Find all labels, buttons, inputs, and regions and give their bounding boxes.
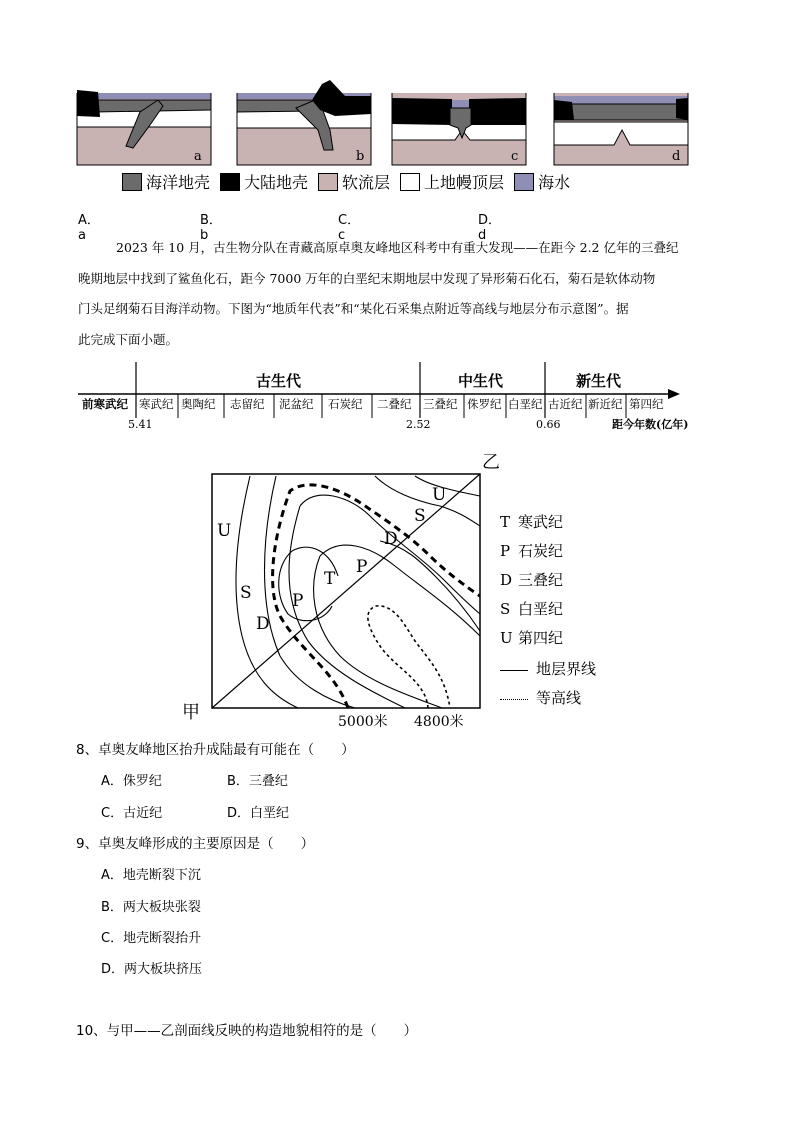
q8-option-b[interactable]: B．三叠纪: [227, 774, 288, 789]
region-u-left: U: [217, 521, 232, 541]
period-paleogene: 古近纪: [548, 397, 583, 411]
period-ordovician: 奥陶纪: [181, 397, 216, 411]
legend-oceanic-crust-label: 海洋地壳: [146, 173, 211, 192]
legend-seawater-swatch: [514, 173, 534, 191]
region-p-left: P: [292, 591, 304, 611]
passage-line-1: 2023 年 10 月，古生物分队在青藏高原卓奥友峰地区科考中有重大发现——在距今 2.2 亿年的三叠纪: [116, 240, 679, 255]
legend-asthenosphere-label: 软流层: [342, 173, 391, 192]
period-triassic: 三叠纪: [423, 397, 458, 411]
region-u-top: U: [432, 485, 447, 505]
plate-panel-c: [392, 93, 526, 165]
panel-c-label: c: [511, 149, 519, 164]
q7-option-d[interactable]: D．d: [478, 213, 502, 243]
q9-option-d[interactable]: D．两大板块挤压: [101, 962, 203, 977]
q9-stem: 9、卓奥友峰形成的主要原因是（ ）: [76, 836, 315, 852]
tick-5-41: 5.41: [128, 418, 153, 431]
plate-panel-a: [77, 90, 211, 165]
plate-panel-b: [237, 80, 371, 165]
q7-option-b[interactable]: B．b: [200, 213, 222, 243]
q9-option-b[interactable]: B．两大板块张裂: [101, 900, 201, 915]
legend-upper-mantle-label: 上地幔顶层: [424, 173, 505, 192]
tick-2-52: 2.52: [406, 418, 431, 431]
region-d-left: D: [256, 614, 270, 634]
contour-label-4800: 4800米: [414, 714, 464, 730]
map-legend-item-u: U 第四纪: [500, 629, 564, 647]
passage: [78, 233, 718, 355]
legend-seawater-label: 海水: [538, 173, 571, 192]
passage-line-3: 门头足纲菊石目海洋动物。下图为“地质年代表”和“某化石采集点附近等高线与地层分布示意图”。据: [78, 301, 629, 316]
panel-a-label: a: [194, 149, 202, 164]
q8-option-c[interactable]: C．古近纪: [101, 806, 163, 821]
era-paleozoic: 古生代: [256, 372, 302, 390]
passage-line-2: 晚期地层中找到了鲨鱼化石，距今 7000 万年的白垩纪末期地层中发现了异形菊石化石，菊石是软体动物: [78, 270, 656, 286]
map-legend-contour: 等高线: [500, 684, 596, 713]
plate-legend-row: [122, 170, 570, 193]
map-legend: [500, 508, 596, 713]
period-carboniferous: 石炭纪: [328, 397, 363, 411]
tick-0-66: 0.66: [536, 418, 561, 431]
map-legend-item-d: D 三叠纪: [500, 571, 564, 589]
period-quaternary: 第四纪: [629, 397, 664, 411]
map-legend-item-t: T 寒武纪: [500, 513, 564, 531]
era-mesozoic: 中生代: [458, 372, 504, 390]
region-p-center: P: [356, 557, 368, 577]
q9-option-c[interactable]: C．地壳断裂抬升: [101, 931, 202, 946]
q10-stem: 10、与甲——乙剖面线反映的构造地貌相符的是（ ）: [76, 1023, 418, 1039]
era-cenozoic: 新生代: [576, 372, 622, 390]
period-neogene: 新近纪: [588, 397, 623, 411]
period-cretaceous: 白垩纪: [508, 397, 543, 411]
region-t: T: [324, 569, 336, 589]
plate-panel-d: [554, 93, 688, 165]
q8-stem: 8、卓奥友峰地区抬升成陆最有可能在（ ）: [76, 742, 355, 758]
period-silurian: 志留纪: [230, 397, 265, 411]
period-devonian: 泥盆纪: [279, 397, 314, 411]
timeline-axis-label: 距今年数(亿年): [612, 418, 689, 431]
q7-option-c[interactable]: C．c: [338, 213, 361, 243]
legend-asthenosphere-swatch: [318, 173, 338, 191]
plate-diagrams: [0, 0, 794, 170]
map-legend-item-s: S 白垩纪: [500, 600, 564, 618]
map-legend-boundary: 地层界线: [500, 655, 596, 684]
legend-continental-crust-swatch: [220, 173, 240, 191]
period-jurassic: 侏罗纪: [467, 397, 502, 411]
panel-b-label: b: [356, 149, 365, 164]
region-d-right: D: [384, 529, 398, 549]
legend-continental-crust-label: 大陆地壳: [244, 173, 309, 192]
legend-upper-mantle-swatch: [400, 173, 420, 191]
region-s-right: S: [414, 506, 426, 526]
precambrian-label: 前寒武纪: [82, 397, 128, 411]
passage-line-4: 此完成下面小题。: [78, 331, 179, 347]
q8-option-d[interactable]: D．白垩纪: [227, 806, 290, 821]
corner-yi: 乙: [482, 452, 500, 473]
q8-option-a[interactable]: A．侏罗纪: [101, 774, 162, 789]
panel-d-label: d: [672, 149, 681, 164]
q9-option-a[interactable]: A．地壳断裂下沉: [101, 868, 201, 883]
geologic-timeline: [78, 360, 718, 440]
map-legend-item-p: P 石炭纪: [500, 542, 564, 560]
contour-label-5000: 5000米: [338, 714, 388, 730]
period-cambrian: 寒武纪: [139, 397, 174, 411]
region-s-left: S: [240, 583, 252, 603]
corner-jia: 甲: [182, 702, 200, 723]
period-permian: 二叠纪: [377, 397, 412, 411]
legend-oceanic-crust-swatch: [122, 173, 142, 191]
q7-option-a[interactable]: A．a: [78, 213, 100, 243]
